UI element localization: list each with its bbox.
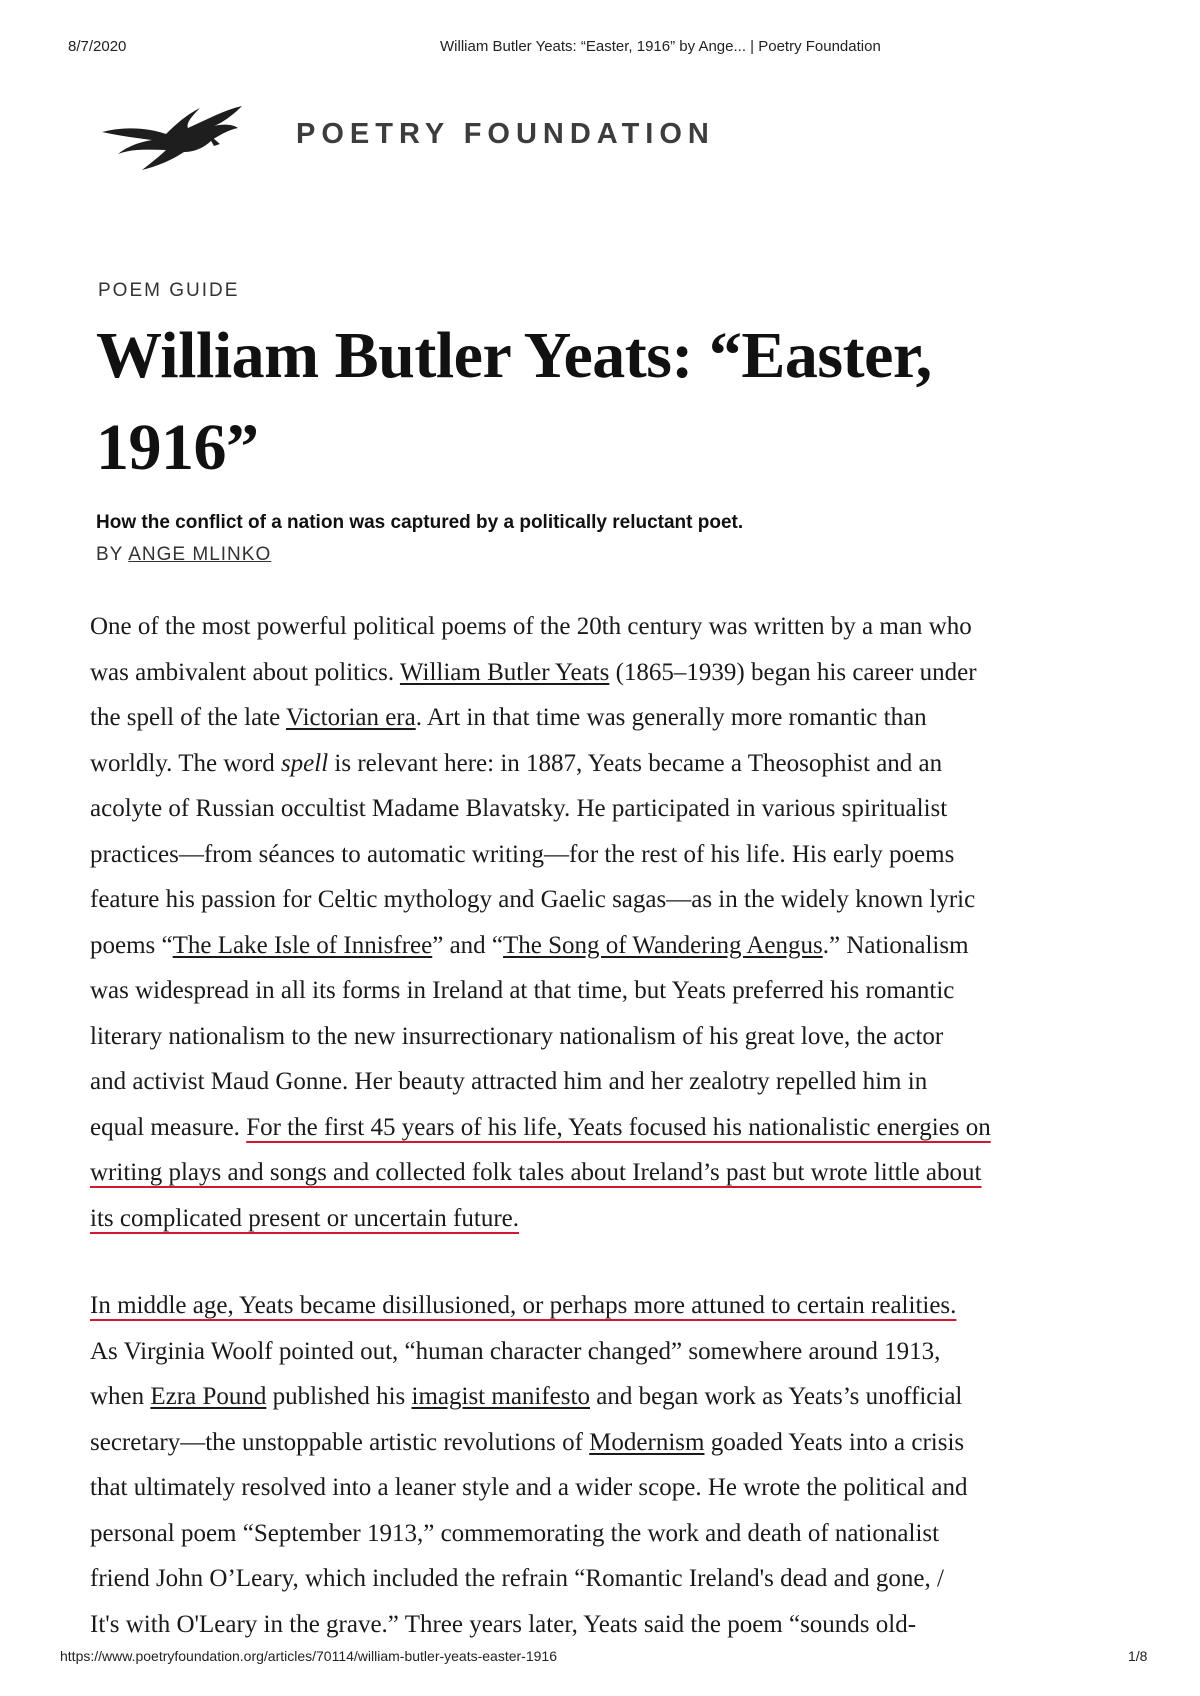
text-line xyxy=(90,1150,1170,1196)
text-run: and began work as Yeats’s unofficial xyxy=(596,1383,963,1410)
brand-name[interactable]: POETRY FOUNDATION xyxy=(296,118,715,150)
text-line xyxy=(90,1196,1170,1242)
paragraph-gap xyxy=(90,1241,1170,1283)
print-date: 8/7/2020 xyxy=(68,38,127,55)
print-footer xyxy=(0,1648,1200,1668)
link-victorian-era[interactable]: Victorian era xyxy=(286,704,416,731)
text-line: that ultimately resolved into a leaner style and a wider scope. He wrote the political and xyxy=(90,1474,968,1501)
text-line xyxy=(90,650,1170,696)
link-song-of-wandering-aengus[interactable]: The Song of Wandering Aengus xyxy=(503,931,823,959)
author-link[interactable]: ANGE MLINKO xyxy=(128,544,272,565)
print-header xyxy=(0,38,1200,58)
text-line: literary nationalism to the new insurrectionary nationalism of his great love, the actor xyxy=(90,1022,944,1050)
text-line: friend John O’Leary, which included the refrain “Romantic Ireland's dead and gone, / xyxy=(90,1565,944,1592)
link-william-butler-yeats[interactable]: William Butler Yeats xyxy=(399,658,610,686)
pegasus-icon[interactable] xyxy=(96,92,256,182)
article-dek: How the conflict of a nation was captured by a politically reluctant poet. xyxy=(96,512,744,533)
print-page-title: William Butler Yeats: “Easter, 1916” by Ange... | Poetry Foundation xyxy=(440,38,881,55)
text-line xyxy=(90,923,1170,969)
text-run: . Art in that time was generally more romantic than xyxy=(415,704,927,731)
highlighted-text: writing plays and songs and collected folk tales about Ireland’s past but wrote little about xyxy=(90,1159,982,1186)
text-line: As Virginia Woolf pointed out, “human character changed” somewhere around 1913, xyxy=(90,1337,941,1365)
text-run: (1865–1939) began his career under xyxy=(615,658,977,686)
text-line: was widespread in all its forms in Ireland at that time, but Yeats preferred his romantic xyxy=(90,977,955,1004)
text-run: ” and “ xyxy=(432,931,504,959)
paragraph-1 xyxy=(90,604,1170,1241)
link-modernism[interactable]: Modernism xyxy=(589,1428,705,1456)
title-line-1: William Butler Yeats: “Easter, xyxy=(96,319,932,392)
paragraph-2 xyxy=(90,1283,1170,1647)
text-line xyxy=(90,1105,1170,1151)
text-line xyxy=(90,1283,1170,1329)
emphasis-spell: spell xyxy=(280,749,329,777)
text-line xyxy=(90,1420,1170,1466)
text-run: goaded Yeats into a crisis xyxy=(710,1428,965,1456)
text-run: when xyxy=(90,1383,145,1410)
text-line: and activist Maud Gonne. Her beauty attracted him and her zealotry repelled him in xyxy=(90,1068,928,1095)
link-lake-isle-of-innisfree[interactable]: The Lake Isle of Innisfree xyxy=(172,931,433,959)
print-url: https://www.poetryfoundation.org/articles/70114/william-butler-yeats-easter-1916 xyxy=(60,1648,557,1664)
title-line-2: 1916” xyxy=(96,411,259,484)
highlighted-text: In middle age, Yeats became disillusioned, or perhaps more attuned to certain realities. xyxy=(90,1292,957,1319)
text-line xyxy=(90,741,1170,787)
byline xyxy=(96,544,271,566)
text-run: worldly. The word xyxy=(90,749,275,777)
article-title xyxy=(96,310,1096,494)
link-ezra-pound[interactable]: Ezra Pound xyxy=(150,1383,267,1410)
text-line: acolyte of Russian occultist Madame Blavatsky. He participated in various spiritualist xyxy=(90,795,948,822)
text-line: practices—from séances to automatic writing—for the rest of his life. His early poems xyxy=(90,840,955,868)
text-line: feature his passion for Celtic mythology and Gaelic sagas—as in the widely known lyric xyxy=(90,886,976,913)
text-line: One of the most powerful political poems of the 20th century was written by a man who xyxy=(90,613,972,640)
text-run: poems “ xyxy=(90,931,173,959)
text-run: secretary—the unstoppable artistic revolutions of xyxy=(90,1428,583,1456)
link-imagist-manifesto[interactable]: imagist manifesto xyxy=(411,1383,590,1410)
text-run: is relevant here: in 1887, Yeats became a Theosophist and an xyxy=(334,749,943,777)
highlighted-text: For the first 45 years of his life, Yeats focused his nationalistic energies on xyxy=(246,1113,991,1141)
page-number: 1/8 xyxy=(1128,1648,1148,1664)
text-run: equal measure. xyxy=(90,1113,240,1141)
article-kicker[interactable]: POEM GUIDE xyxy=(98,280,240,301)
text-run: the spell of the late xyxy=(90,704,281,731)
highlighted-text: its complicated present or uncertain future. xyxy=(90,1204,520,1232)
text-run: .” Nationalism xyxy=(822,931,969,959)
byline-prefix: BY xyxy=(96,544,124,565)
text-line xyxy=(90,1374,1170,1420)
text-run: published his xyxy=(272,1383,406,1410)
text-line: personal poem “September 1913,” commemorating the work and death of nationalist xyxy=(90,1519,940,1547)
article-body xyxy=(90,604,1170,1647)
text-line xyxy=(90,695,1170,741)
text-line: It's with O'Leary in the grave.” Three years later, Yeats said the poem “sounds old- xyxy=(90,1610,917,1638)
text-run: was ambivalent about politics. xyxy=(90,658,395,686)
